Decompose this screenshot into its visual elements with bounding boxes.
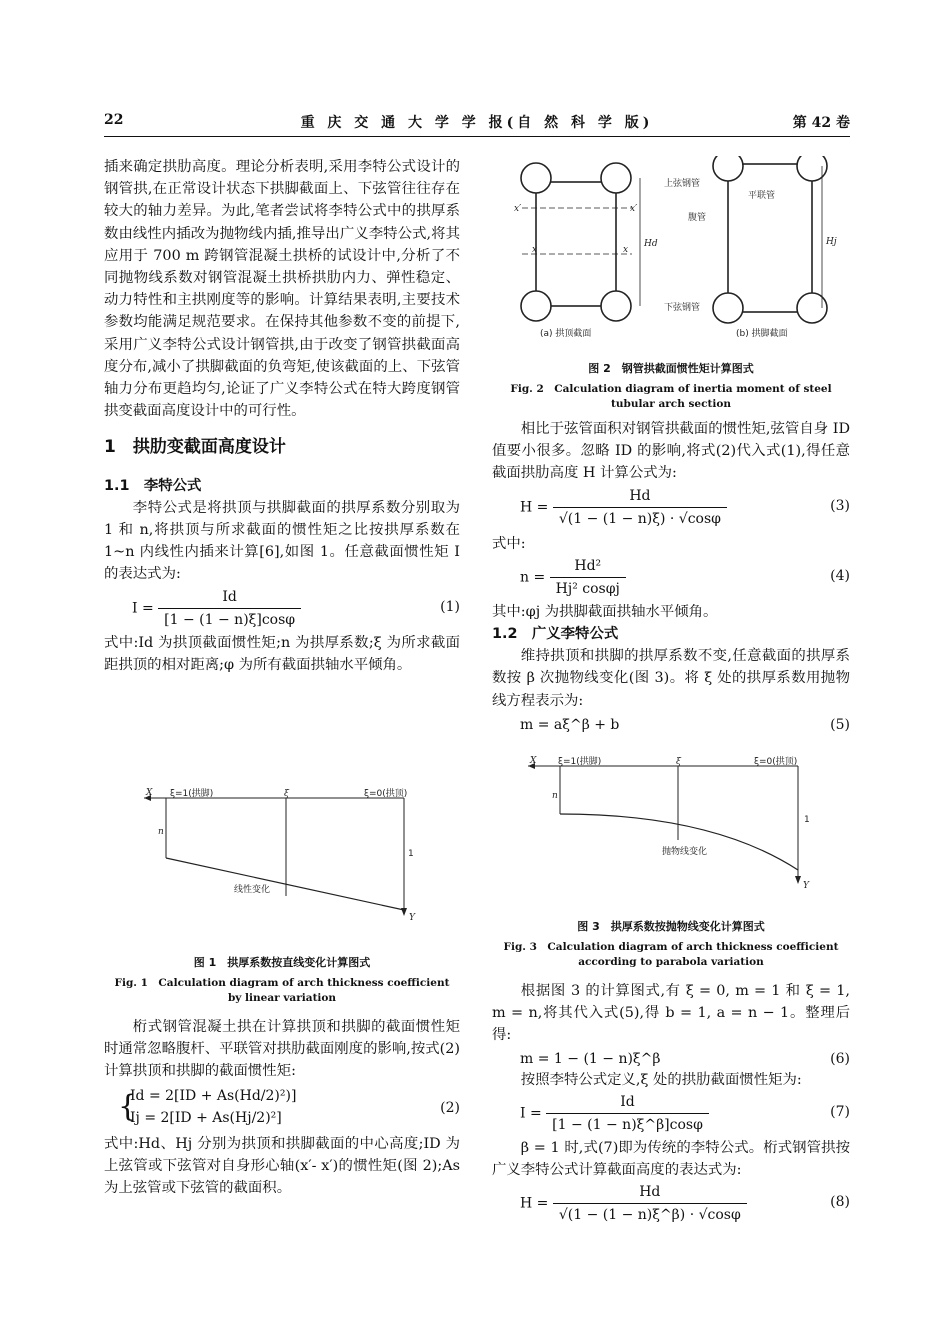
fig2-diagram [492, 156, 850, 346]
fig1-curve-label: 线性变化 [234, 885, 271, 895]
fig2-caption-en-1: Fig. 2 Calculation diagram of inertia moment of steel [510, 383, 832, 395]
eq8-lhs: H = [520, 1195, 549, 1212]
eq2-definitions: 式中:Hd、Hj 分别为拱顶和拱脚截面的中心高度;ID 为上弦管或下弦管对自身形心轴(x′- x′)的惯性矩(图 2);As 为上弦管或下弦管的截面积。 [104, 1135, 460, 1197]
fig1-xi0-label: ξ=0(拱顶) [364, 789, 408, 799]
eq3-lhs: H = [520, 499, 549, 516]
fig3-n-label: n [552, 791, 558, 801]
section-title: 1 拱肋变截面高度设计 [104, 437, 286, 458]
equation-6 [492, 1047, 850, 1069]
fig2-caption-en-2: tubular arch section [611, 398, 731, 410]
fig2-web-label: 腹管 [688, 213, 707, 223]
eq4-number: (4) [830, 567, 850, 584]
right-column-bottom [492, 980, 850, 1227]
journal-title: 重 庆 交 通 大 学 学 报(自 然 科 学 版) [300, 115, 654, 131]
ignore-id-paragraph: 相比于弦管面积对钢管拱截面的惯性矩,弦管自身 ID 值要小很多。忽略 ID 的影响,将式(2)代入式(1),得任意截面拱肋高度 H 计算公式为: [492, 421, 850, 482]
figure-3 [492, 754, 850, 970]
fig2b-hj-label: Hj [826, 237, 837, 247]
page-number: 22 [104, 112, 124, 128]
inertia-definition-paragraph: 按照李特公式定义,ξ 处的拱肋截面惯性矩为: [520, 1071, 802, 1088]
eq6-number: (6) [830, 1050, 850, 1067]
fig3-curve-label: 抛物线变化 [662, 847, 708, 857]
fig3-caption-en-2: according to parabola variation [578, 956, 764, 968]
litt-formula-paragraph: 李特公式是将拱顶与拱脚截面的拱厚系数分别取为 1 和 n,将拱顶与所求截面的惯性矩之比按拱厚系数在 1~n 内线性内插来计算[6],如图 1。任意截面惯性矩 I 的表达式为: [104, 499, 460, 583]
truss-paragraph: 桁式钢管混凝土拱在计算拱顶和拱脚的截面惯性矩时通常忽略腹杆、平联管对拱肋截面刚度的影响,按式(2)计算拱顶和拱脚的截面惯性矩: [104, 1019, 460, 1080]
equation-2: { Id = 2[ID + As(Hd/2)²)] Ij = 2[ID + As(Hj/2)²] (2) [104, 1083, 460, 1133]
subsection-1-2-title: 1.2 广义李特公式 [492, 626, 619, 643]
eq3-denominator: √(1 − (1 − n)ξ) · √cosφ [558, 510, 721, 527]
eq3-numerator: Hd [553, 485, 727, 508]
fig2a-xprime-left: x′ [514, 204, 522, 214]
fig1-x-label: X [146, 788, 153, 798]
fig1-one-label: 1 [408, 849, 414, 859]
fig2-top-chord-label: 上弦钢管 [664, 179, 701, 189]
fig1-xi1-label: ξ=1(拱脚) [170, 789, 214, 799]
fig1-y-label: Y [409, 913, 415, 923]
fig3-caption-cn: 图 3 拱厚系数按抛物线变化计算图式 [577, 920, 765, 933]
volume-label: 第 42 卷 [792, 115, 850, 131]
fig2a-x-left: x [532, 245, 538, 255]
eq8-number: (8) [830, 1194, 850, 1211]
fig1-caption-cn: 图 1 拱厚系数按直线变化计算图式 [193, 956, 371, 969]
eq7-numerator: Id [546, 1091, 709, 1114]
parabola-paragraph: 维持拱顶和拱脚的拱厚系数不变,任意截面的拱厚系数按 β 次抛物线变化(图 3)。将 ξ 处的拱厚系数用抛物线方程表示为: [492, 648, 850, 709]
boundary-conditions-paragraph: 根据图 3 的计算图式,有 ξ = 0, m = 1 和 ξ = 1, m = n,将其代入式(5),得 b = 1, a = n − 1。整理后得: [492, 983, 850, 1044]
left-column-top [104, 156, 460, 676]
fig3-xi0-label: ξ=0(拱顶) [754, 757, 798, 767]
equation-1 [104, 586, 460, 632]
fig1-diagram [104, 786, 460, 936]
fig2a-x-right: x [623, 245, 629, 255]
fig2a-xprime-right: x′ [630, 204, 638, 214]
fig2a-hd-label: Hd [644, 239, 658, 249]
fig3-caption-en-1: Fig. 3 Calculation diagram of arch thickness coefficient [503, 941, 839, 953]
figure-1 [104, 786, 460, 1006]
eq1-definitions: 式中:Id 为拱顶截面惯性矩;n 为拱厚系数;ξ 为所求截面距拱顶的相对距离;φ 为所有截面拱轴水平倾角。 [104, 634, 460, 673]
fig2-lateral-label: 平联管 [748, 191, 776, 201]
fig3-xi-label: ξ [676, 757, 681, 767]
fig2b-subcaption: (b) 拱脚截面 [736, 329, 788, 339]
equation-8 [492, 1181, 850, 1227]
eq7-lhs: I = [520, 1105, 542, 1122]
left-column-bottom [104, 1016, 460, 1199]
eq1-numerator: Id [158, 586, 301, 609]
eq1-denominator: [1 − (1 − n)ξ]cosφ [164, 611, 296, 628]
fig1-caption-en-2: by linear variation [227, 992, 337, 1004]
eq2-line-2: Ij = 2[ID + As(Hj/2)²] [130, 1109, 282, 1126]
eq7-number: (7) [830, 1103, 850, 1120]
eq1-lhs: I = [132, 600, 154, 617]
beta-one-paragraph: β = 1 时,式(7)即为传统的李特公式。桁式钢管拱按广义李特公式计算截面高度的表达式为: [492, 1139, 850, 1179]
equation-3 [492, 485, 850, 533]
figure-2 [492, 156, 850, 412]
eq4-numerator: Hd² [550, 555, 626, 578]
eq7-denominator: [1 − (1 − n)ξ^β]cosφ [552, 1117, 703, 1134]
fig3-y-label: Y [803, 881, 809, 891]
eq3-number: (3) [830, 497, 850, 514]
fig2-caption-cn: 图 2 钢管拱截面惯性矩计算图式 [588, 362, 754, 375]
fig3-one-label: 1 [804, 815, 810, 825]
fig1-n-label: n [158, 827, 164, 837]
eq6-expression: m = 1 − (1 − n)ξ^β [520, 1050, 661, 1067]
fig3-diagram [492, 754, 850, 902]
eq4-lhs: n = [520, 569, 546, 586]
eq4-definitions: 其中:φj 为拱脚截面拱轴水平倾角。 [492, 603, 718, 620]
eq8-denominator: √(1 − (1 − n)ξ^β) · √cosφ [558, 1207, 741, 1224]
eq5-expression: m = aξ^β + b [520, 716, 620, 733]
right-column-top [492, 418, 850, 736]
equation-5 [492, 712, 850, 736]
eq1-number: (1) [440, 598, 460, 615]
page-header [104, 112, 850, 137]
fig1-caption-en-1: Fig. 1 Calculation diagram of arch thickness coefficient [114, 977, 450, 989]
eq2-line-1: Id = 2[ID + As(Hd/2)²)] [130, 1087, 297, 1104]
eq3-where: 式中: [492, 535, 526, 552]
eq8-numerator: Hd [553, 1181, 747, 1204]
equation-4 [492, 555, 850, 601]
subsection-1-1-title: 1.1 李特公式 [104, 477, 202, 494]
eq5-number: (5) [830, 716, 850, 733]
equation-7 [492, 1091, 850, 1137]
fig1-xi-label: ξ [284, 789, 289, 799]
fig3-x-label: X [530, 756, 537, 766]
fig2a-subcaption: (a) 拱顶截面 [540, 329, 592, 339]
intro-paragraph: 插来确定拱肋高度。理论分析表明,采用李特公式设计的钢管拱,在正常设计状态下拱脚截面上、下弦管往往存在较大的轴力差异。为此,笔者尝试将李特公式中的拱厚系数由线性内插改为抛物线内插,推导出广义李特公式,将其应用于 700 m 跨钢管混凝土拱桥的试设计中,分析了不同抛物线系数对钢管混凝土拱桥拱肋内力、弹性稳定、动力特性和主拱刚度等的影响。计算结果表明,主要技术参数均能满足规范要求。在保持其他参数不变的前提下,采用广义李特公式设计钢管拱,由于改变了钢管拱截面高度分布,减小了拱脚截面的负弯矩,使该截面的上、下弦管轴力分布更趋均匀,论证了广义李特公式在特大跨度钢管拱变截面高度设计中的可行性。 [104, 159, 460, 420]
fig2-bottom-chord-label: 下弦钢管 [664, 303, 701, 313]
fig3-xi1-label: ξ=1(拱脚) [558, 757, 602, 767]
eq2-number: (2) [440, 1099, 460, 1116]
eq4-denominator: Hj² cosφj [555, 581, 620, 598]
